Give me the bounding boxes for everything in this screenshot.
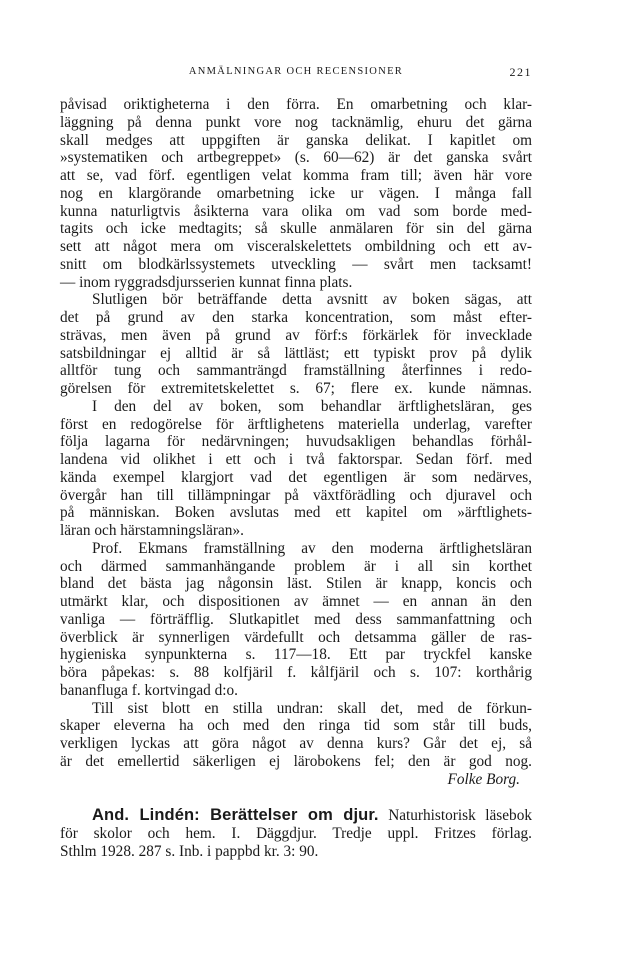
- body-text: [60, 96, 532, 861]
- text-line: att se, vad förf. egentligen velat komma fram till; även här vore: [60, 167, 532, 184]
- text-line: och därmed sammanhängande problem är i all sin korthet: [60, 557, 532, 575]
- text-line: vanliga — förträfflig. Slutkapitlet med dess sammanfattning och: [60, 610, 532, 628]
- page-header: [60, 66, 532, 82]
- text-line: böra påpekas: s. 88 kolfjäril f. kålfjäril och s. 107: korthårig: [60, 664, 532, 681]
- text-line: är det emellertid säkerligen ej lärobokens fel; den är god nog.: [60, 752, 532, 770]
- paragraph-start-line: Till sist blott en stilla undran: skall det, med de förkun-: [92, 699, 532, 717]
- section-gap: [60, 788, 532, 797]
- text-line: — inom ryggradsdjursserien kunnat finna plats.: [60, 273, 353, 291]
- text-line: verkligen lyckas att göra något av denna kurs? Går det ej, så: [60, 735, 532, 752]
- text-line: »systematiken och artbegreppet» (s. 60—62) är det ganska svårt: [60, 149, 532, 167]
- text-line: bland det bästa jag någonsin läst. Stilen är knapp, koncis och: [60, 575, 532, 593]
- running-head: ANMÄLNINGAR OCH RECENSIONER: [188, 66, 404, 77]
- review-heading-line: [60, 807, 532, 825]
- paragraph-start-line: I den del av boken, som behandlar ärftlighetsläran, ges: [92, 397, 532, 415]
- text-line: kunna naturligtvis åsikterna vara olika om vad som borde med-: [60, 202, 532, 220]
- text-line: tagits och icke medtagits; så skulle anmälaren för sin del gärna: [60, 220, 532, 238]
- text-line: på människan. Boken avslutas med ett kapitel om »ärftlighets-: [60, 504, 532, 522]
- review-title: And. Lindén: Berättelser om djur.: [92, 806, 379, 825]
- text-line: skall medges att uppgiften är ganska delikat. I kapitlet om: [60, 131, 532, 149]
- signature: Folke Borg.: [447, 770, 520, 788]
- text-line: görelsen för extremitetskelettet s. 67; flere ex. kunde nämnas.: [60, 380, 532, 397]
- text-line: bananfluga f. kortvingad d:o.: [60, 681, 238, 699]
- text-line: Sthlm 1928. 287 s. Inb. i pappbd kr. 3: 90.: [60, 842, 319, 860]
- page-number: 221: [509, 65, 532, 79]
- text-line: det på grund av den starka koncentration, som måst efter-: [60, 309, 532, 326]
- text-line: kända exempel klargjort vad det egentligen är som nedärves,: [60, 468, 532, 486]
- text-line: alltför tung och sammanträngd framställning återfinnes i redo-: [60, 362, 532, 380]
- text-line: läggning på denna punkt vore nog tacknämlig, ehuru det gärna: [60, 113, 532, 131]
- text-line: först en redogörelse för ärftlighetens materiella underlag, varefter: [60, 415, 532, 433]
- text-line: landena vid olikhet i ett och i två faktorspar. Sedan förf. med: [60, 451, 532, 468]
- review-subtitle: Naturhistorisk läsebok: [388, 807, 532, 825]
- text-line: utmärkt klar, och dispositionen av ämnet — en annan än den: [60, 593, 532, 610]
- text-line: satsbildningar ej alltid är så lättläst; ett typiskt prov på dylik: [60, 344, 532, 362]
- text-line: överblick är synnerligen värdefullt och detsamma gäller de ras-: [60, 628, 532, 646]
- text-line: strävas, men även på grund av förf:s förkärlek för invecklade: [60, 326, 532, 344]
- text-line: följa lagarna för nedärvningen; huvudsakligen behandlas förhål-: [60, 433, 532, 451]
- text-line: för skolor och hem. I. Däggdjur. Tredje uppl. Fritzes förlag.: [60, 825, 532, 842]
- text-line: sett att något mera om visceralskelettets ombildning och ett av-: [60, 238, 532, 255]
- text-line: hygieniska synpunkterna s. 117—18. Ett par tryckfel kanske: [60, 646, 532, 664]
- paragraph-start-line: Prof. Ekmans framställning av den moderna ärftlighetsläran: [92, 539, 532, 557]
- text-line: läran och härstamningsläran».: [60, 522, 244, 539]
- text-line: påvisad oriktigheterna i den förra. En omarbetning och klar-: [60, 96, 532, 113]
- text-line: skaper eleverna ha och med den ringa tid som står till buds,: [60, 717, 532, 735]
- text-line: övergår han till tillämpningar på växtförädling och djuravel och: [60, 486, 532, 504]
- text-line: nog en klargörande omarbetning icke ur vägen. I många fall: [60, 184, 532, 202]
- paragraph-start-line: Slutligen bör beträffande detta avsnitt av boken sägas, att: [92, 291, 532, 309]
- text-line: snitt om blodkärlssystemets utveckling — svårt men tacksamt!: [60, 255, 532, 273]
